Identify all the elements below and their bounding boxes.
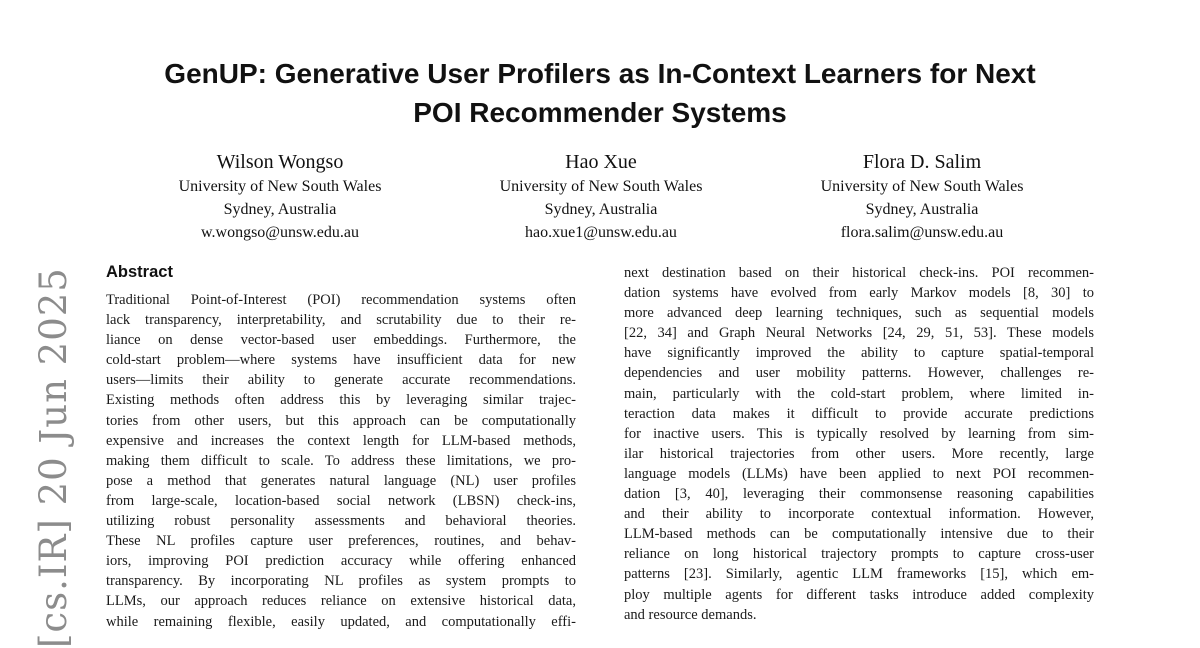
arxiv-identifier-stamp: [cs.IR] 20 Jun 2025 <box>32 267 75 648</box>
text-line: for inactive users. This is typically resolved by learning from sim- <box>624 425 1094 442</box>
text-line: ilar historical trajectories from other users. More recently, large <box>624 445 1094 462</box>
author-email[interactable]: hao.xue1@unsw.edu.au <box>525 224 677 241</box>
text-line: more advanced deep learning techniques, such as sequential models <box>624 305 1094 322</box>
text-line: utilizing robust personality assessments and behavioral theories. <box>106 513 576 530</box>
author-affiliation: University of New South Wales <box>820 178 1024 195</box>
text-line: patterns [23]. Similarly, agentic LLM frameworks [15], which em- <box>624 566 1094 583</box>
text-line: Existing methods often address this by leveraging similar trajec- <box>106 392 576 409</box>
text-line: lack transparency, interpretability, and scrutability due to their re- <box>106 312 576 329</box>
author-name: Flora D. Salim <box>862 151 982 173</box>
author-name: Hao Xue <box>565 151 637 173</box>
text-line: reliance on long historical trajectory prompts to capture cross-user <box>624 546 1094 563</box>
text-line: dation [3, 40], leveraging their commonsense reasoning capabilities <box>624 486 1094 503</box>
author-location: Sydney, Australia <box>544 201 658 218</box>
author-location: Sydney, Australia <box>223 201 337 218</box>
paper-title <box>90 54 1110 132</box>
text-line: These NL profiles capture user preferences, routines, and behav- <box>106 533 576 550</box>
author-name: Wilson Wongso <box>216 151 344 173</box>
text-line: LLMs, our approach reduces reliance on extensive historical data, <box>106 593 576 610</box>
text-line: dependencies and user mobility patterns. However, challenges re- <box>624 365 1094 382</box>
author-email[interactable]: w.wongso@unsw.edu.au <box>201 224 359 241</box>
text-line: pose a method that generates natural language (NL) user profiles <box>106 472 576 489</box>
text-line: have significantly improved the ability to capture spatial-temporal <box>624 345 1094 362</box>
text-line: main, particularly with the cold-start problem, where limited in- <box>624 385 1094 402</box>
title-line: GenUP: Generative User Profilers as In-Context Learners for Next <box>164 58 1036 89</box>
text-line: ploy multiple agents for different tasks introduce added complexity <box>624 586 1094 603</box>
text-line: liance on dense vector-based user embeddings. Furthermore, the <box>106 332 576 349</box>
text-line: from large-scale, location-based social network (LBSN) check-ins, <box>106 492 576 509</box>
text-line: dation systems have evolved from early Markov models [8, 30] to <box>624 285 1094 302</box>
text-line: and resource demands. <box>624 606 757 623</box>
abstract-body <box>106 290 576 632</box>
text-line: tories from other users, but this approach can be computationally <box>106 412 576 429</box>
author-location: Sydney, Australia <box>865 201 979 218</box>
text-line: expensive and increases the context length for LLM-based methods, <box>106 432 576 449</box>
text-line: while remaining flexible, easily updated, and computationally effi- <box>106 613 576 630</box>
author-email[interactable]: flora.salim@unsw.edu.au <box>840 224 1004 241</box>
author-affiliation: University of New South Wales <box>178 178 382 195</box>
text-line: teraction data makes it difficult to provide accurate predictions <box>624 405 1094 422</box>
text-line: transparency. By incorporating NL profiles as system prompts to <box>106 573 576 590</box>
text-line: users—limits their ability to generate accurate recommendations. <box>106 372 576 389</box>
text-line: LLM-based methods can be computationally intensive due to their <box>624 526 1094 543</box>
text-line: [22, 34] and Graph Neural Networks [24, 29, 51, 53]. These models <box>624 325 1094 342</box>
text-line: language models (LLMs) have been applied to next POI recommen- <box>624 465 1094 482</box>
text-line: and their ability to incorporate contextual information. However, <box>624 506 1094 523</box>
text-line: cold-start problem—where systems have insufficient data for new <box>106 352 576 369</box>
author-block <box>441 149 761 244</box>
text-line: iors, improving POI prediction accuracy while offering enhanced <box>106 553 576 570</box>
text-line: making them difficult to scale. To address these limitations, we pro- <box>106 452 576 469</box>
text-line: next destination based on their historical check-ins. POI recommen- <box>624 265 1094 281</box>
introduction-body <box>624 263 1094 625</box>
author-block <box>762 149 1082 244</box>
author-affiliation: University of New South Wales <box>499 178 703 195</box>
author-block <box>120 149 440 244</box>
title-line: POI Recommender Systems <box>413 97 787 128</box>
abstract-heading: Abstract <box>106 263 173 281</box>
text-line: Traditional Point-of-Interest (POI) recommendation systems often <box>106 292 576 308</box>
